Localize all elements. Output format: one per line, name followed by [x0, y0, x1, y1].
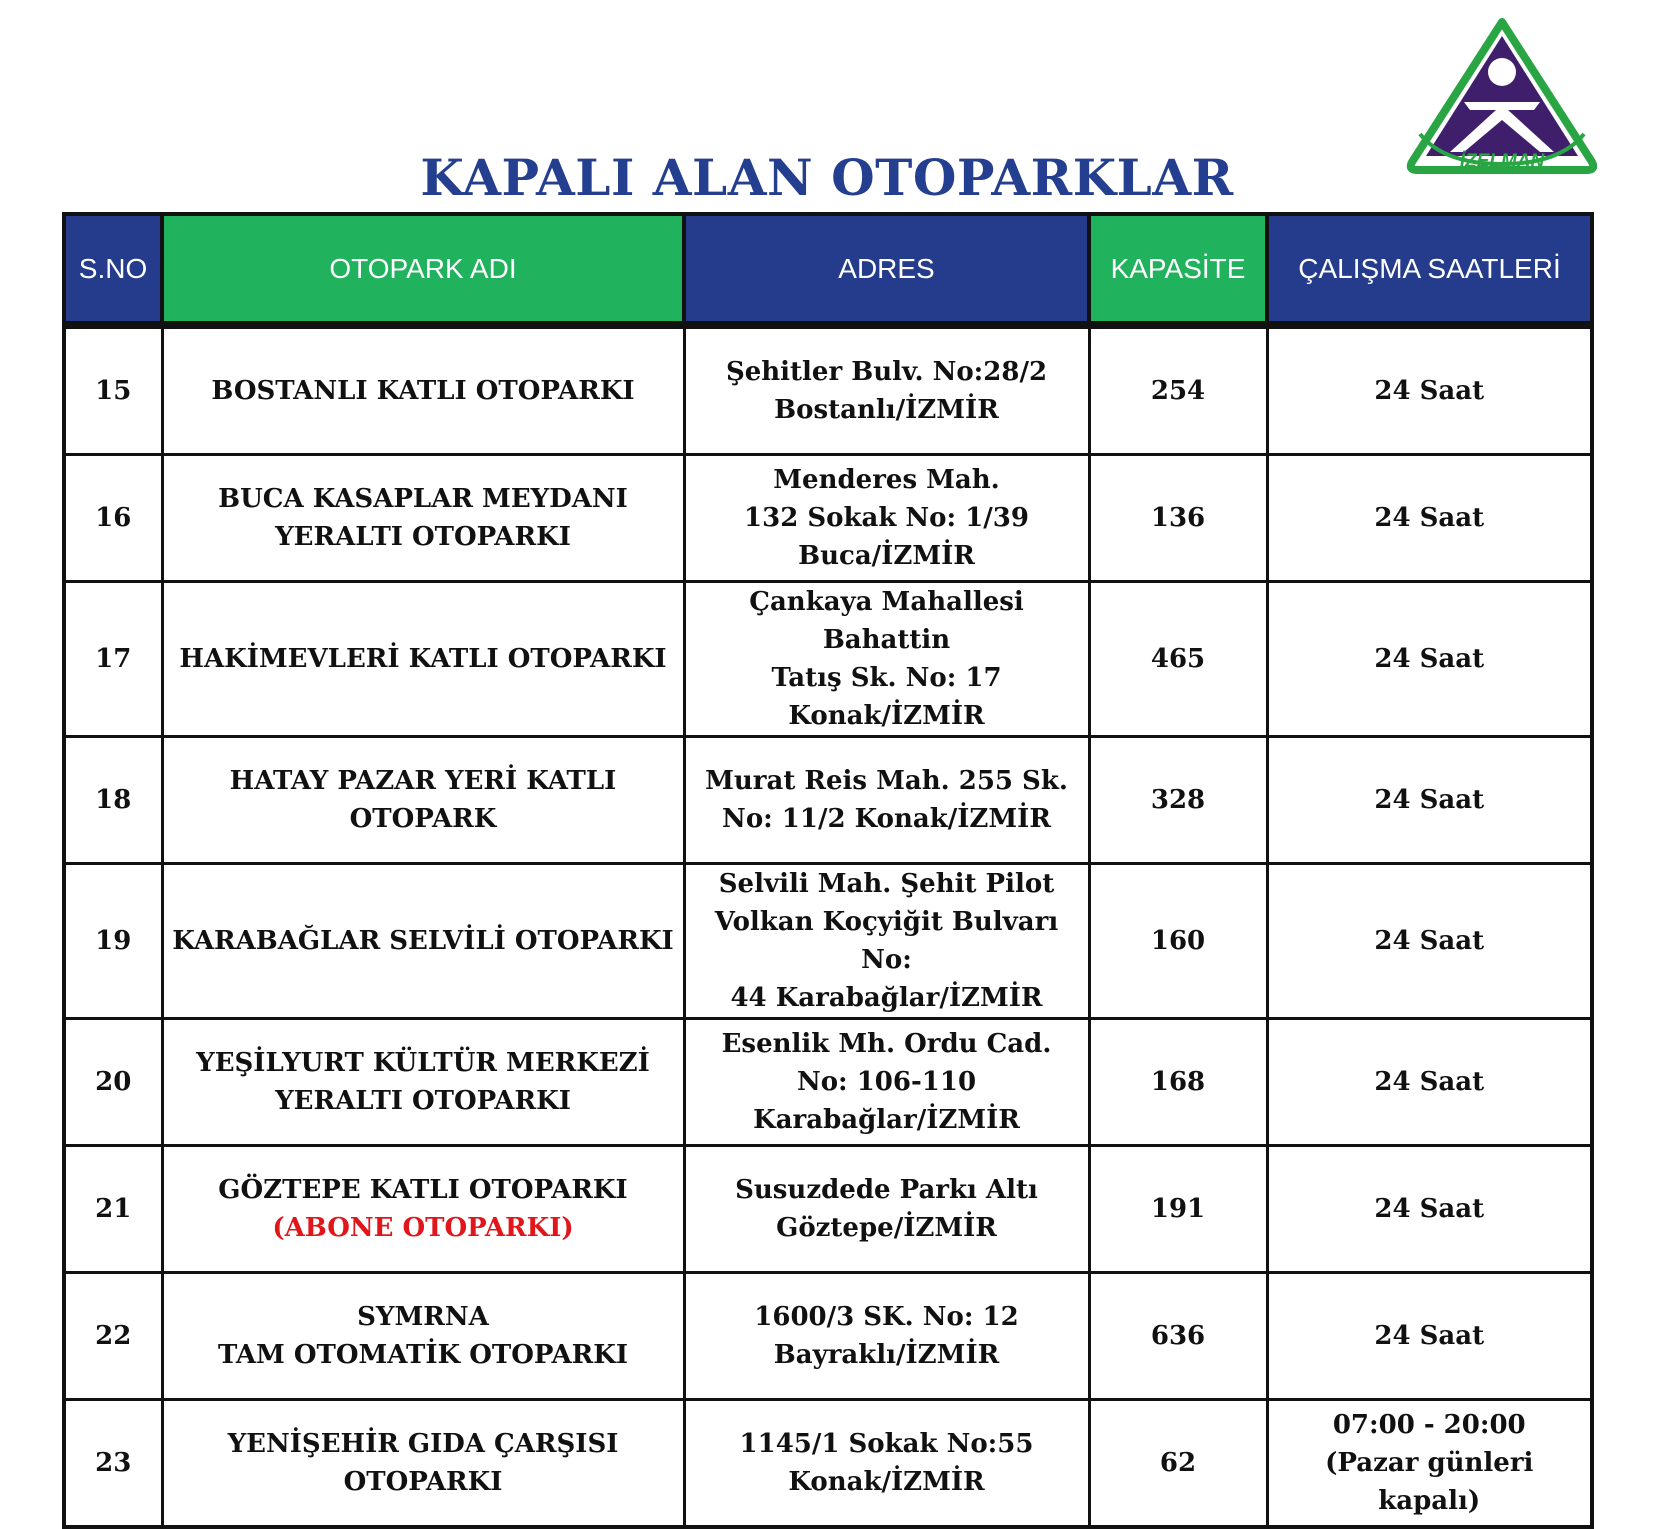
logo-text: İZELMAN: [1459, 151, 1545, 172]
hours-line: 24 Saat: [1374, 376, 1485, 406]
sno-cell: 22: [64, 1273, 162, 1400]
parking-name-line: OTOPARKI: [343, 1467, 503, 1497]
parking-name-cell: [162, 455, 684, 582]
address-cell: [684, 864, 1089, 1019]
hours-cell: [1267, 582, 1592, 737]
subscriber-note: (ABONE OTOPARKI): [272, 1213, 574, 1243]
hours-cell: [1267, 1019, 1592, 1146]
address-line: Bostanlı/İZMİR: [774, 395, 999, 425]
parking-name-line: BUCA KASAPLAR MEYDANI: [218, 484, 628, 514]
header-hours: ÇALIŞMA SAATLERİ: [1267, 214, 1592, 325]
capacity-cell: 254: [1089, 325, 1267, 455]
address-line: Konak/İZMİR: [788, 1467, 985, 1497]
capacity-cell: 136: [1089, 455, 1267, 582]
table-row: [64, 737, 1592, 864]
parking-name-line: BOSTANLI KATLI OTOPARKI: [211, 376, 635, 406]
parking-name-line: KARABAĞLAR SELVİLİ OTOPARKI: [172, 926, 674, 956]
parking-name-line: OTOPARK: [349, 804, 497, 834]
address-cell: [684, 1146, 1089, 1273]
hours-line: 24 Saat: [1374, 785, 1485, 815]
parking-name-line: TAM OTOMATİK OTOPARKI: [217, 1340, 629, 1370]
hours-line: 24 Saat: [1374, 1321, 1485, 1351]
hours-line: 24 Saat: [1374, 926, 1485, 956]
parking-name-line: YEŞİLYURT KÜLTÜR MERKEZİ: [196, 1048, 650, 1078]
address-cell: [684, 1400, 1089, 1528]
parking-name-line: YERALTI OTOPARKI: [275, 1086, 571, 1116]
hours-line: 24 Saat: [1374, 1194, 1485, 1224]
address-cell: [684, 1019, 1089, 1146]
address-line: 132 Sokak No: 1/39: [744, 503, 1029, 533]
address-cell: [684, 582, 1089, 737]
address-cell: [684, 737, 1089, 864]
hours-cell: [1267, 1273, 1592, 1400]
address-line: Susuzdede Parkı Altı: [735, 1175, 1038, 1205]
parking-name-line: YERALTI OTOPARKI: [275, 522, 571, 552]
parking-name-cell: [162, 1273, 684, 1400]
table-row: [64, 455, 1592, 582]
address-line: Konak/İZMİR: [788, 701, 985, 731]
table-row: [64, 1019, 1592, 1146]
header-name: OTOPARK ADI: [162, 214, 684, 325]
header-sno: S.NO: [64, 214, 162, 325]
address-line: Selvili Mah. Şehit Pilot: [718, 869, 1055, 899]
address-line: Çankaya Mahallesi Bahattin: [749, 587, 1024, 655]
header-capacity: KAPASİTE: [1089, 214, 1267, 325]
address-line: Göztepe/İZMİR: [776, 1213, 997, 1243]
sno-cell: 23: [64, 1400, 162, 1528]
address-line: No: 11/2 Konak/İZMİR: [722, 804, 1051, 834]
parking-name-line: SYMRNA: [357, 1302, 489, 1332]
header-address: ADRES: [684, 214, 1089, 325]
capacity-cell: 328: [1089, 737, 1267, 864]
table-row: [64, 582, 1592, 737]
table-header: [64, 214, 1592, 325]
address-line: Volkan Koçyiğit Bulvarı No:: [714, 907, 1059, 975]
table-row: [64, 1400, 1592, 1528]
hours-cell: [1267, 455, 1592, 582]
address-line: 1145/1 Sokak No:55: [739, 1429, 1034, 1459]
hours-line: 24 Saat: [1374, 644, 1485, 674]
hours-cell: [1267, 325, 1592, 455]
parking-name-line: HAKİMEVLERİ KATLI OTOPARKI: [179, 644, 667, 674]
parking-name-cell: [162, 325, 684, 455]
sno-cell: 20: [64, 1019, 162, 1146]
parking-name-cell: [162, 1400, 684, 1528]
sno-cell: 19: [64, 864, 162, 1019]
hours-cell: [1267, 1146, 1592, 1273]
hours-line: 24 Saat: [1374, 503, 1485, 533]
table-body: [64, 325, 1592, 1527]
address-cell: [684, 325, 1089, 455]
page-title: KAPALI ALAN OTOPARKLAR: [420, 148, 1234, 207]
capacity-cell: 62: [1089, 1400, 1267, 1528]
address-line: Esenlik Mh. Ordu Cad.: [721, 1029, 1052, 1059]
address-line: Murat Reis Mah. 255 Sk.: [705, 766, 1068, 796]
parking-name-cell: [162, 1019, 684, 1146]
address-line: Karabağlar/İZMİR: [753, 1105, 1020, 1135]
sno-cell: 15: [64, 325, 162, 455]
address-cell: [684, 455, 1089, 582]
sno-cell: 21: [64, 1146, 162, 1273]
capacity-cell: 465: [1089, 582, 1267, 737]
parking-name-cell: [162, 864, 684, 1019]
address-line: Şehitler Bulv. No:28/2: [725, 357, 1048, 387]
sno-cell: 16: [64, 455, 162, 582]
parking-name-cell: [162, 737, 684, 864]
parking-name-line: YENİŞEHİR GIDA ÇARŞISI: [227, 1429, 619, 1459]
parking-name-cell: [162, 582, 684, 737]
capacity-cell: 191: [1089, 1146, 1267, 1273]
address-cell: [684, 1273, 1089, 1400]
table-row: [64, 1273, 1592, 1400]
hours-line: (Pazar günleri kapalı): [1325, 1448, 1534, 1516]
address-line: Buca/İZMİR: [798, 541, 975, 571]
address-line: Tatış Sk. No: 17: [771, 663, 1002, 693]
sno-cell: 18: [64, 737, 162, 864]
address-line: 44 Karabağlar/İZMİR: [730, 983, 1043, 1013]
hours-cell: [1267, 1400, 1592, 1528]
hours-line: 24 Saat: [1374, 1067, 1485, 1097]
parking-name-line: HATAY PAZAR YERİ KATLI: [229, 766, 617, 796]
hours-line: 07:00 - 20:00: [1332, 1410, 1526, 1440]
address-line: Bayraklı/İZMİR: [773, 1340, 1000, 1370]
parking-name-cell: [162, 1146, 684, 1273]
table-row: [64, 325, 1592, 455]
table-row: [64, 864, 1592, 1019]
hours-cell: [1267, 737, 1592, 864]
sno-cell: 17: [64, 582, 162, 737]
capacity-cell: 160: [1089, 864, 1267, 1019]
table-row: [64, 1146, 1592, 1273]
address-line: 1600/3 SK. No: 12: [754, 1302, 1019, 1332]
hours-cell: [1267, 864, 1592, 1019]
address-line: No: 106-110: [796, 1067, 977, 1097]
parking-name-line: GÖZTEPE KATLI OTOPARKI: [218, 1175, 628, 1205]
parking-table: [62, 212, 1594, 1529]
capacity-cell: 636: [1089, 1273, 1267, 1400]
address-line: Menderes Mah.: [773, 465, 1000, 495]
capacity-cell: 168: [1089, 1019, 1267, 1146]
